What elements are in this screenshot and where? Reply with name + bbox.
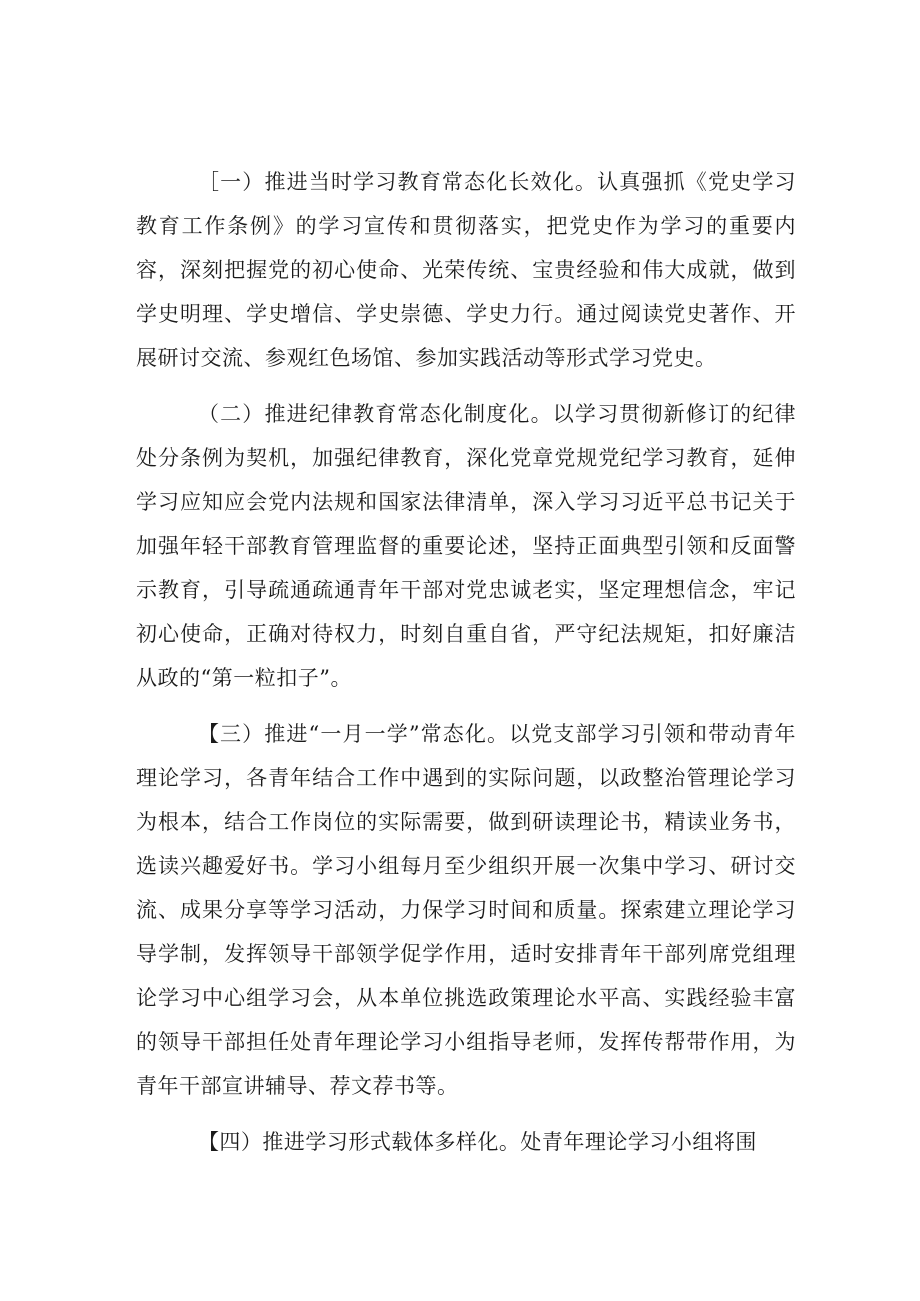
paragraph-3: 【三）推进“一月一学”常态化。以党支部学习引领和带动青年理论学习，各青年结合工作中遇到的实际问题，以政整治管理论学习为根本，结合工作岗位的实际需要，做到研读理论书，精读业务书，选读兴趣爱好书。学习小组每月至少组织开展一次集中学习、研讨交流、成果分享等学习活动，力保学习时间和质量。探索建立理论学习导学制，发挥领导干部领学促学作用，适时安排青年干部列席党组理论学习中心组学习会，从本单位挑选政策理论水平高、实践经验丰富的领导干部担任处青年理论学习小组指导老师，发挥传帮带作用，为青年干部宣讲辅导、荐文荐书等。 — [136, 722, 796, 1098]
paragraph-1: ［一）推进当时学习教育常态化长效化。认真强抓《党史学习教育工作条例》的学习宣传和贯彻落实，把党史作为学习的重要内容，深刻把握党的初心使命、光荣传统、宝贵经验和伟大成就，做到学史明理、学史增信、学史崇德、学史力行。通过阅读党史著作、开展研讨交流、参观红色场馆、参加实践活动等形式学习党史。 — [136, 170, 796, 370]
paragraph-2: （二）推进纪律教育常态化制度化。以学习贯彻新修订的纪律处分条例为契机，加强纪律教育，深化党章党规党纪学习教育，延伸学习应知应会党内法规和国家法律清单，深入学习习近平总书记关于加强年轻干部教育管理监督的重要论述，坚持正面典型引领和反面警示教育，引导疏通疏通青年干部对党忠诚老实，坚定理想信念，牢记初心使命，正确对待权力，时刻自重自省，严守纪法规矩，扣好廉洁从政的“第一粒扣子”。 — [136, 402, 796, 690]
document-body — [136, 160, 796, 1176]
paragraph-4: 【四）推进学习形式载体多样化。处青年理论学习小组将围 — [197, 1130, 757, 1154]
